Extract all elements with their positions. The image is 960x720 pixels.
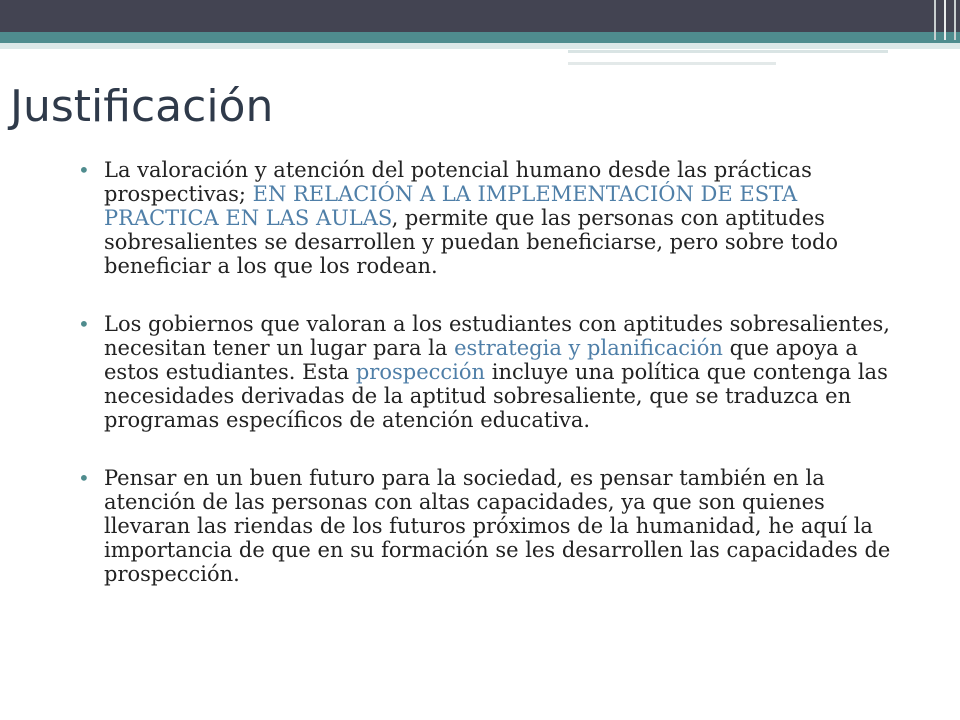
header-bar (0, 0, 960, 32)
bullet-item (78, 466, 908, 586)
highlighted-text: prospección (355, 360, 486, 384)
bullet-text (104, 158, 838, 278)
bullet-item (78, 312, 908, 432)
bullet-item (78, 158, 908, 278)
bullet-text (104, 466, 890, 586)
decorative-line (568, 62, 776, 65)
text-segment: Los gobiernos que valoran a los estudiantes con aptitudes sobresalientes, necesitan tener un lugar para la (104, 312, 890, 360)
bullet-icon: • (78, 312, 90, 336)
slide-title: Justificación (10, 81, 274, 132)
decorative-line (568, 50, 888, 53)
bullet-icon: • (78, 158, 90, 182)
bullet-text (104, 312, 890, 432)
text-segment: que apoya a estos estudiantes. Esta (104, 336, 858, 384)
text-segment: , permite que las personas con aptitudes sobresalientes se desarrollen y puedan beneficiarse, pero sobre todo beneficiar a los que los rodean. (104, 206, 839, 278)
decorative-edge-lines (934, 0, 956, 40)
text-segment: incluye una política que contenga las necesidades derivadas de la aptitud sobresaliente, que se traduzca en programas específicos de atención educativa. (104, 360, 888, 432)
text-segment: La valoración y atención del potencial humano desde las prácticas prospectivas; (104, 158, 812, 206)
highlighted-text: EN RELACIÓN A LA IMPLEMENTACIÓN DE ESTA PRACTICA EN LAS AULAS (104, 182, 798, 230)
bullet-icon: • (78, 466, 90, 490)
highlighted-text: estrategia y planificación (454, 336, 723, 360)
accent-band (0, 32, 960, 43)
bullet-list (78, 158, 908, 620)
light-band (0, 43, 960, 49)
text-segment: Pensar en un buen futuro para la sociedad, es pensar también en la atención de las personas con altas capacidades, ya que son quienes llevaran las riendas de los futuros próximos de la humanidad, he aquí la importancia de que en su formación se les desarrollen las capacidades de prospección. (104, 466, 891, 586)
